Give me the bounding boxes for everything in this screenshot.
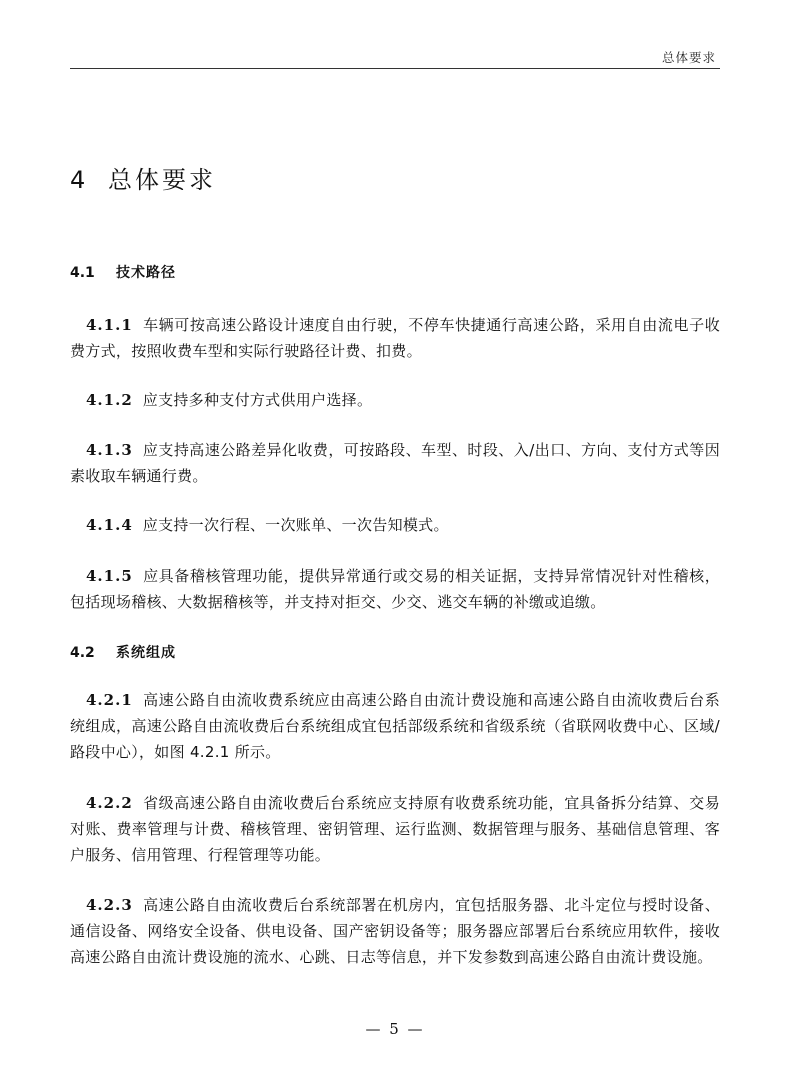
running-header: 总体要求 xyxy=(661,50,716,65)
clause-text: 应支持高速公路差异化收费，可按路段、车型、时段、入/出口、方向、支付方式等因素收取车辆通行费。 xyxy=(70,441,720,485)
clause-text: 省级高速公路自由流收费后台系统应支持原有收费系统功能，宜具备拆分结算、交易对账、费率管理与计费、稽核管理、密钥管理、运行监测、数据管理与服务、基础信息管理、客户服务、信用管理、行程管理等功能。 xyxy=(70,794,720,864)
clause-4-2-1 xyxy=(70,687,720,765)
header-rule xyxy=(70,68,720,69)
section-number: 4.1 xyxy=(70,265,95,281)
clause-number: 4.2.2 xyxy=(86,794,133,812)
clause-number: 4.2.3 xyxy=(86,896,133,914)
section-heading-4-1 xyxy=(70,262,176,282)
clause-number: 4.1.5 xyxy=(86,567,133,585)
clause-number: 4.1.2 xyxy=(86,391,133,409)
chapter-heading xyxy=(70,160,216,195)
clause-text: 高速公路自由流收费系统应由高速公路自由流计费设施和高速公路自由流收费后台系统组成，高速公路自由流收费后台系统组成宜包括部级系统和省级系统（省联网收费中心、区域/路段中心），如图 4.2.1 所示。 xyxy=(70,691,720,761)
clause-4-1-1 xyxy=(70,312,720,364)
clause-text: 应具备稽核管理功能，提供异常通行或交易的相关证据，支持异常情况针对性稽核，包括现场稽核、大数据稽核等，并支持对拒交、少交、逃交车辆的补缴或追缴。 xyxy=(70,567,720,611)
clause-4-1-4 xyxy=(70,512,720,538)
chapter-title: 总体要求 xyxy=(108,166,216,194)
chapter-number: 4 xyxy=(70,166,86,194)
section-title: 技术路径 xyxy=(116,265,176,281)
clause-number: 4.1.3 xyxy=(86,441,133,459)
section-number: 4.2 xyxy=(70,645,95,661)
clause-text: 车辆可按高速公路设计速度自由行驶，不停车快捷通行高速公路，采用自由流电子收费方式，按照收费车型和实际行驶路径计费、扣费。 xyxy=(70,316,720,360)
clause-4-1-3 xyxy=(70,437,720,489)
clause-number: 4.1.1 xyxy=(86,316,133,334)
clause-text: 应支持一次行程、一次账单、一次告知模式。 xyxy=(142,516,449,534)
section-title: 系统组成 xyxy=(116,645,176,661)
page-number: — 5 — xyxy=(365,1020,425,1038)
section-heading-4-2 xyxy=(70,642,176,662)
clause-text: 应支持多种支付方式供用户选择。 xyxy=(142,391,373,409)
clause-text: 高速公路自由流收费后台系统部署在机房内，宜包括服务器、北斗定位与授时设备、通信设备、网络安全设备、供电设备、国产密钥设备等；服务器应部署后台系统应用软件，接收高速公路自由流计费设施的流水、心跳、日志等信息，并下发参数到高速公路自由流计费设施。 xyxy=(70,896,720,966)
clause-4-1-5 xyxy=(70,563,720,615)
clause-4-1-2 xyxy=(70,387,720,413)
clause-number: 4.2.1 xyxy=(86,691,133,709)
clause-4-2-3 xyxy=(70,892,720,970)
clause-4-2-2 xyxy=(70,790,720,868)
clause-number: 4.1.4 xyxy=(86,516,133,534)
